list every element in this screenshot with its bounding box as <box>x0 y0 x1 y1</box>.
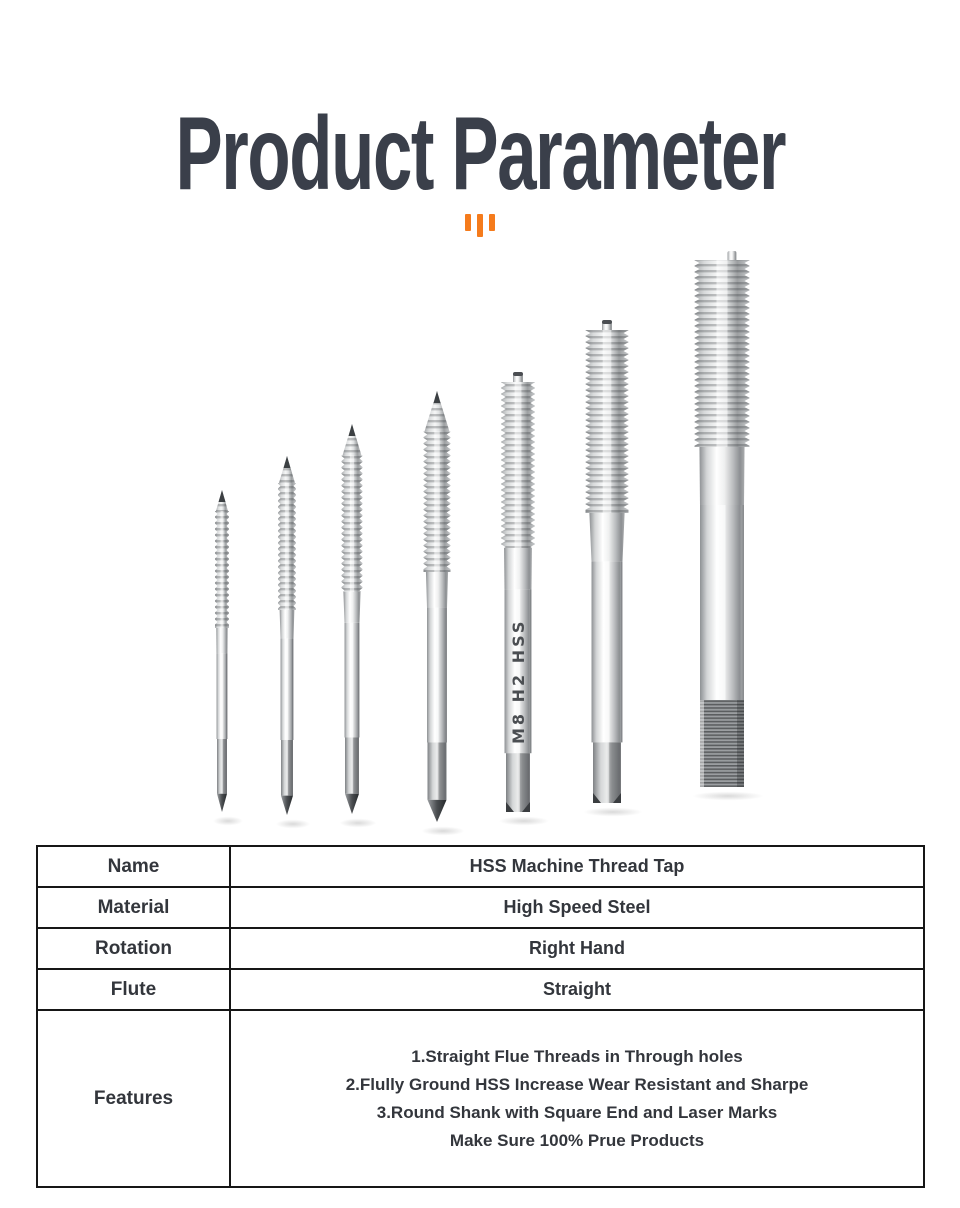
row-value: HSS Machine Thread Tap <box>230 846 924 887</box>
tap-engraving: M8 H2 HSS <box>509 618 528 744</box>
tap-5 <box>499 372 549 826</box>
page-title: Product Parameter <box>175 96 785 212</box>
feature-line: Make Sure 100% Prue Products <box>449 1130 705 1150</box>
tap-7 <box>693 251 764 801</box>
divider-bar-right <box>489 214 495 231</box>
row-label: Features <box>37 1010 230 1187</box>
row-label: Name <box>37 846 230 887</box>
divider-bar-left <box>465 214 471 231</box>
parameter-table <box>36 845 925 1188</box>
tap-6 <box>584 320 643 817</box>
product-photo <box>0 230 960 840</box>
row-value: Straight <box>230 969 924 1010</box>
tap-3 <box>340 424 377 828</box>
table-row-name <box>37 846 924 887</box>
tap-4 <box>422 391 465 836</box>
table-row-features <box>37 1010 924 1187</box>
tap-2 <box>276 456 310 829</box>
row-label: Rotation <box>37 928 230 969</box>
row-label: Flute <box>37 969 230 1010</box>
feature-line: 1.Straight Flue Threads in Through holes <box>411 1046 743 1066</box>
table-row-rotation <box>37 928 924 969</box>
table-row-material <box>37 887 924 928</box>
tap-1 <box>213 490 243 826</box>
row-value: Right Hand <box>230 928 924 969</box>
table-row-flute <box>37 969 924 1010</box>
feature-line: 2.Flully Ground HSS Increase Wear Resistant and Sharpe <box>345 1074 809 1094</box>
row-value: High Speed Steel <box>230 887 924 928</box>
row-label: Material <box>37 887 230 928</box>
feature-line: 3.Round Shank with Square End and Laser Marks <box>376 1102 778 1122</box>
row-value-features <box>230 1010 924 1187</box>
